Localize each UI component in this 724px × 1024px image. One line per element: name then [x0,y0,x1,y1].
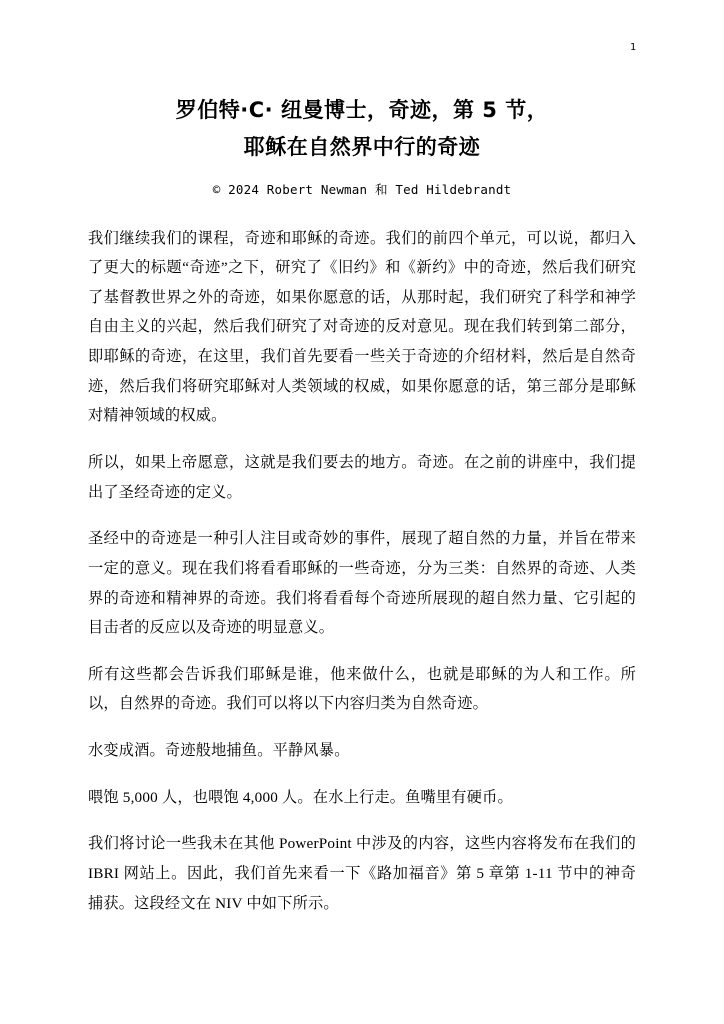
title-line-2: 耶稣在自然界中行的奇迹 [243,134,481,159]
paragraph: 所以，如果上帝愿意，这就是我们要去的地方。奇迹。在之前的讲座中，我们提出了圣经奇迹的定义。 [88,453,636,501]
page-number: 1 [629,42,636,53]
paragraph: 喂饱 5,000 人，也喂饱 4,000 人。在水上行走。鱼嘴里有硬币。 [88,788,513,806]
paragraph: 我们继续我们的课程，奇迹和耶稣的奇迹。我们的前四个单元，可以说，都归入了更大的标题“奇迹”之下，研究了《旧约》和《新约》中的奇迹，然后我们研究了基督教世界之外的奇迹，如果你愿意的话，从那时起，我们研究了科学和神学自由主义的兴起，然后我们研究了对奇迹的反对意见。现在我们转到第二部分，即耶稣的奇迹，在这里，我们首先要看一些关于奇迹的介绍材料，然后是自然奇迹，然后我们将研究耶稣对人类领域的权威，如果你愿意的话，第三部分是耶稣对精神领域的权威。 [88,229,636,425]
paragraph: 所有这些都会告诉我们耶稣是谁，他来做什么，也就是耶稣的为人和工作。所以，自然界的奇迹。我们可以将以下内容归类为自然奇迹。 [88,665,636,713]
document-body [88,224,636,919]
copyright-notice: © 2024 Robert Newman 和 Ted Hildebrandt [212,181,512,197]
document-title [88,92,636,166]
paragraph: 水变成酒。奇迹般地捕鱼。平静风暴。 [88,742,350,760]
title-line-1: 罗伯特·C· 纽曼博士，奇迹，第 5 节， [175,98,549,122]
paragraph: 我们将讨论一些我未在其他 PowerPoint 中涉及的内容，这些内容将发布在我们的 IBRI 网站上。因此，我们首先来看一下《路加福音》第 5 章第 1-11 节中的神奇捕获。这段经文在 NIV 中如下所示。 [88,835,636,912]
paragraph: 圣经中的奇迹是一种引人注目或奇妙的事件，展现了超自然的力量，并旨在带来一定的意义。现在我们将看看耶稣的一些奇迹，分为三类：自然界的奇迹、人类界的奇迹和精神界的奇迹。我们将看看每个奇迹所展现的超自然力量、它引起的目击者的反应以及奇迹的明显意义。 [88,530,636,637]
